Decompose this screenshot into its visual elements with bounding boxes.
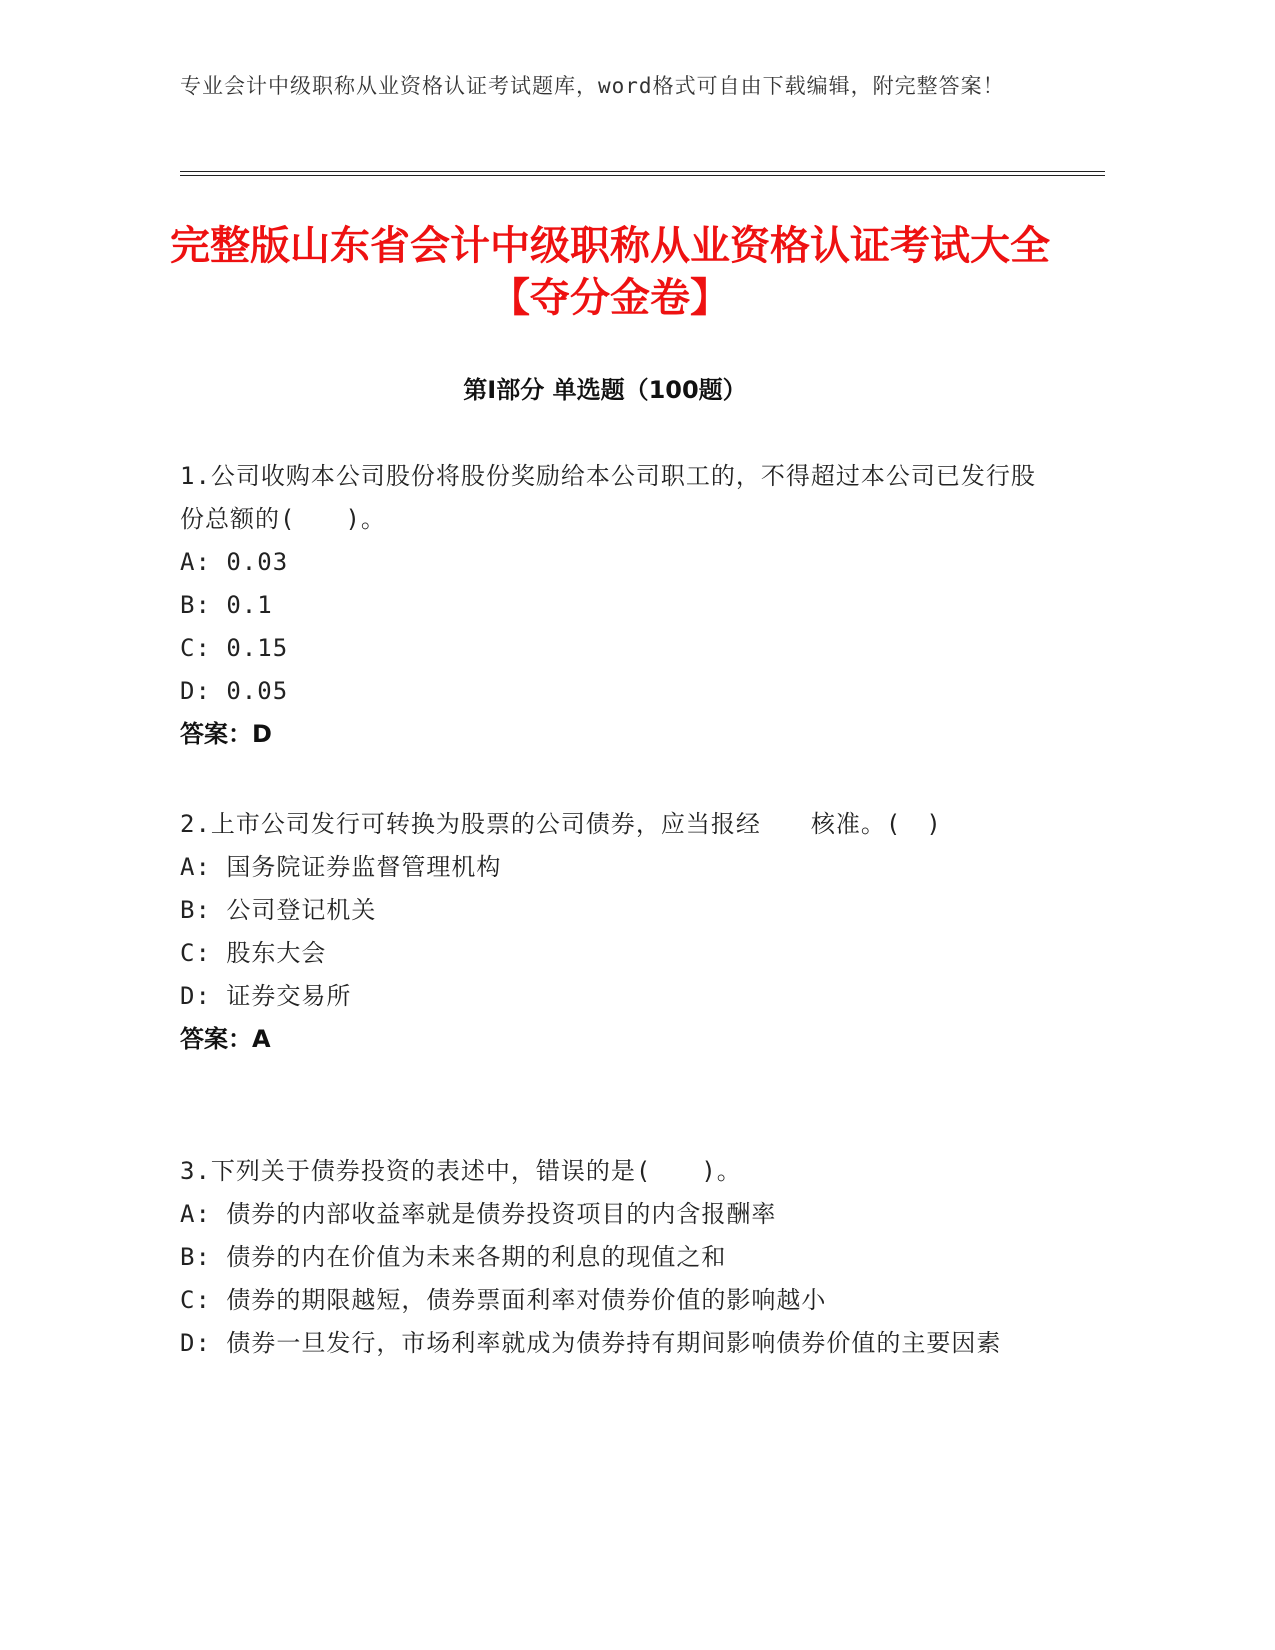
option-a: A: 债券的内部收益率就是债券投资项目的内含报酬率 — [180, 1200, 777, 1228]
question-1 — [180, 455, 1040, 756]
option-b: B: 公司登记机关 — [180, 896, 377, 924]
option-d: D: 证券交易所 — [180, 982, 352, 1010]
document-title: 完整版山东省会计中级职称从业资格认证考试大全【夺分金卷】 — [170, 223, 1050, 321]
option-a: A: 0.03 — [180, 548, 289, 576]
question-2 — [180, 803, 1040, 1061]
option-d: D: 0.05 — [180, 677, 289, 705]
answer: 答案：D — [180, 720, 272, 748]
answer: 答案：A — [180, 1025, 271, 1053]
question-stem: 2.上市公司发行可转换为股票的公司债券，应当报经 核准。( ) — [180, 810, 942, 838]
option-a: A: 国务院证券监督管理机构 — [180, 853, 502, 881]
option-c: C: 0.15 — [180, 634, 289, 662]
option-c: C: 股东大会 — [180, 939, 327, 967]
question-3 — [180, 1150, 1040, 1365]
header-note: 专业会计中级职称从业资格认证考试题库，word格式可自由下载编辑，附完整答案！ — [180, 74, 1005, 98]
option-b: B: 债券的内在价值为未来各期的利息的现值之和 — [180, 1243, 727, 1271]
option-b: B: 0.1 — [180, 591, 273, 619]
question-stem: 1.公司收购本公司股份将股份奖励给本公司职工的，不得超过本公司已发行股份总额的( )。 — [180, 462, 1036, 533]
header-divider — [180, 171, 1105, 172]
question-stem: 3.下列关于债券投资的表述中，错误的是( )。 — [180, 1157, 742, 1185]
option-c: C: 债券的期限越短，债券票面利率对债券价值的影响越小 — [180, 1286, 827, 1314]
option-d: D: 债券一旦发行，市场利率就成为债券持有期间影响债券价值的主要因素 — [180, 1329, 1002, 1357]
header-divider-second — [180, 175, 1105, 176]
section-title: 第Ⅰ部分 单选题（100题） — [463, 376, 747, 404]
